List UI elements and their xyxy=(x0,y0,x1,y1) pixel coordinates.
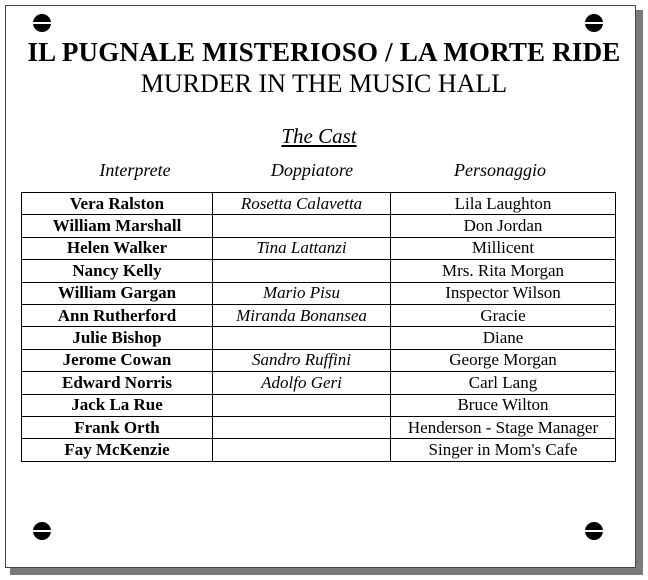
character-cell: Bruce Wilton xyxy=(391,394,616,416)
actor-cell: Edward Norris xyxy=(22,372,213,394)
actor-cell: Julie Bishop xyxy=(22,327,213,349)
actor-cell: Jack La Rue xyxy=(22,394,213,416)
table-row xyxy=(22,282,616,304)
table-row xyxy=(22,215,616,237)
character-cell: Henderson - Stage Manager xyxy=(391,416,616,438)
dubber-cell xyxy=(213,260,391,282)
screw-icon xyxy=(33,14,51,32)
character-cell: Diane xyxy=(391,327,616,349)
dubber-cell: Rosetta Calavetta xyxy=(213,193,391,215)
actor-cell: Nancy Kelly xyxy=(22,260,213,282)
actor-cell: Frank Orth xyxy=(22,416,213,438)
character-cell: Don Jordan xyxy=(391,215,616,237)
dubber-cell: Tina Lattanzi xyxy=(213,237,391,259)
dubber-cell: Adolfo Geri xyxy=(213,372,391,394)
character-cell: Mrs. Rita Morgan xyxy=(391,260,616,282)
character-cell: Inspector Wilson xyxy=(391,282,616,304)
table-row xyxy=(22,394,616,416)
table-row xyxy=(22,304,616,326)
table-row xyxy=(22,416,616,438)
actor-cell: Jerome Cowan xyxy=(22,349,213,371)
table-row xyxy=(22,237,616,259)
table-row xyxy=(22,193,616,215)
column-header-dubber: Doppiatore xyxy=(270,160,354,180)
cast-table xyxy=(21,192,616,462)
dubber-cell: Sandro Ruffini xyxy=(213,349,391,371)
dubber-cell xyxy=(213,416,391,438)
character-cell: George Morgan xyxy=(391,349,616,371)
table-row xyxy=(22,349,616,371)
actor-cell: Fay McKenzie xyxy=(22,439,213,461)
screw-icon xyxy=(585,14,603,32)
character-cell: Millicent xyxy=(391,237,616,259)
actor-cell: Vera Ralston xyxy=(22,193,213,215)
character-cell: Lila Laughton xyxy=(391,193,616,215)
dubber-cell xyxy=(213,327,391,349)
dubber-cell xyxy=(213,394,391,416)
english-title: MURDER IN THE MUSIC HALL xyxy=(140,69,508,98)
screw-icon xyxy=(585,522,603,540)
character-cell: Singer in Mom's Cafe xyxy=(391,439,616,461)
column-header-character: Personaggio xyxy=(454,160,546,180)
table-row xyxy=(22,439,616,461)
dubber-cell: Mario Pisu xyxy=(213,282,391,304)
dubber-cell: Miranda Bonansea xyxy=(213,304,391,326)
screw-icon xyxy=(33,522,51,540)
table-row xyxy=(22,372,616,394)
actor-cell: William Gargan xyxy=(22,282,213,304)
actor-cell: Ann Rutherford xyxy=(22,304,213,326)
column-header-actor: Interprete xyxy=(99,160,171,180)
dubber-cell xyxy=(213,439,391,461)
actor-cell: William Marshall xyxy=(22,215,213,237)
character-cell: Gracie xyxy=(391,304,616,326)
actor-cell: Helen Walker xyxy=(22,237,213,259)
italian-title: IL PUGNALE MISTERIOSO / LA MORTE RIDE xyxy=(27,37,621,67)
cast-heading: The Cast xyxy=(281,124,357,148)
cast-table-body xyxy=(22,193,616,462)
table-row xyxy=(22,327,616,349)
table-row xyxy=(22,260,616,282)
dubber-cell xyxy=(213,215,391,237)
character-cell: Carl Lang xyxy=(391,372,616,394)
